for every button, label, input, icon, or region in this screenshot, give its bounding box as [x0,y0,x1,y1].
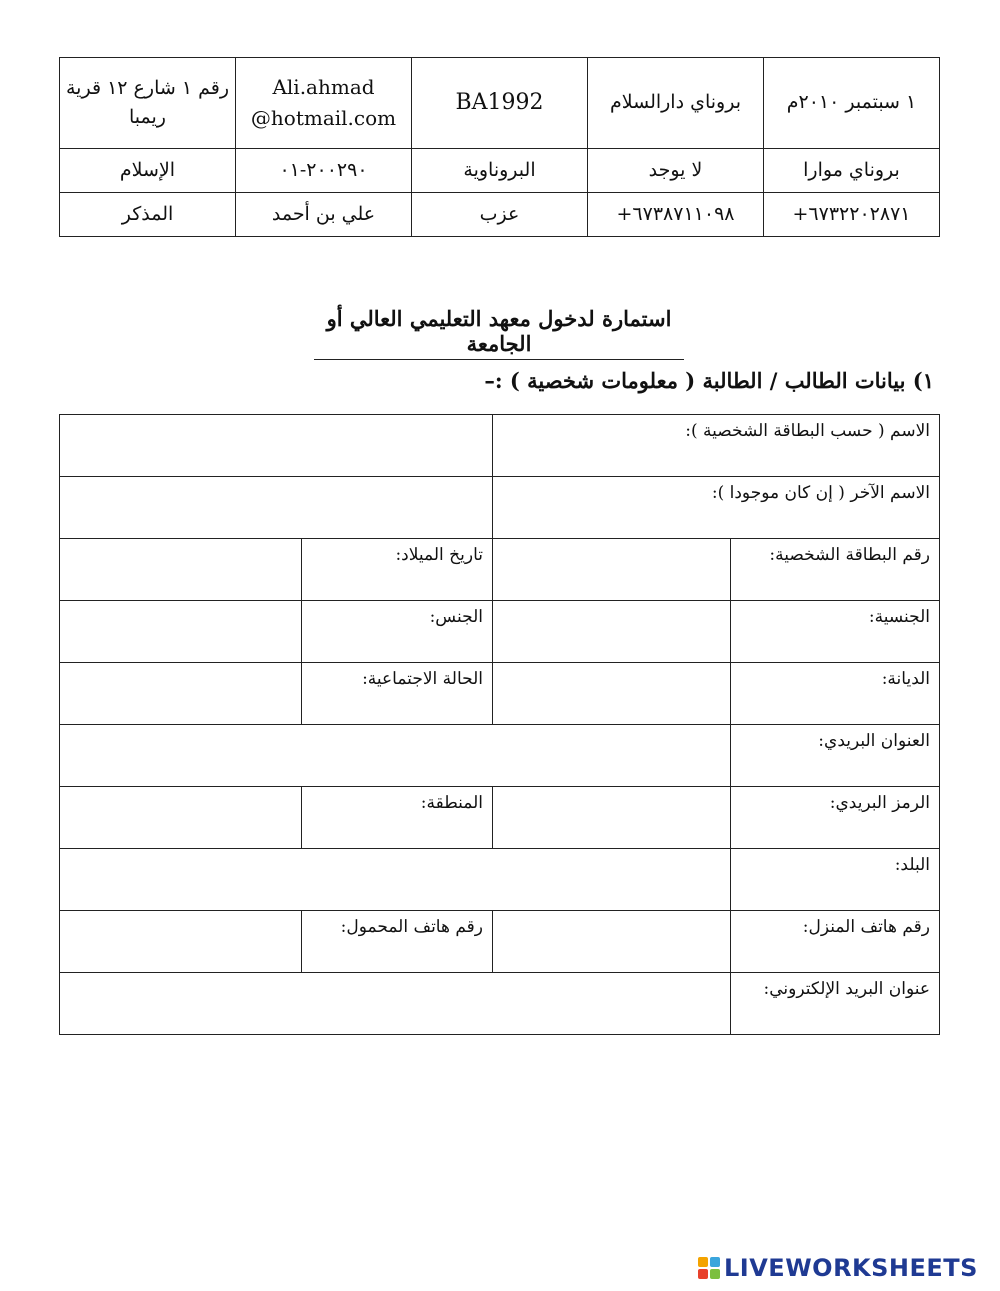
religion-label: الديانة: [731,663,940,725]
form-row-postal-address [60,725,940,787]
postal-address-label: العنوان البريدي: [731,725,940,787]
form-row-email [60,973,940,1035]
form-row-id [60,539,940,601]
id-number-field[interactable] [493,539,731,601]
answer-cell[interactable]: البروناوية [412,149,588,193]
answer-cell[interactable]: ٢٠٠٢٩٠-٠١ [236,149,412,193]
birth-date-label: تاريخ الميلاد: [302,539,493,601]
answer-row [60,149,940,193]
district-label: المنطقة: [302,787,493,849]
birth-date-field[interactable] [60,539,302,601]
mobile-phone-label: رقم هاتف المحمول: [302,911,493,973]
answer-options-table [59,57,940,237]
gender-label: الجنس: [302,601,493,663]
answer-cell[interactable]: Ali.ahmad @hotmail.com [236,58,412,149]
nationality-field[interactable] [493,601,731,663]
answer-cell[interactable]: بروناي دارالسلام [588,58,764,149]
home-phone-label: رقم هاتف المنزل: [731,911,940,973]
country-label: البلد: [731,849,940,911]
answer-cell[interactable]: لا يوجد [588,149,764,193]
logo-square [710,1257,720,1267]
logo-text: LIVEWORKSHEETS [724,1254,978,1282]
answer-cell[interactable]: ١ سبتمبر ٢٠١٠م [764,58,940,149]
answer-cell[interactable]: +٦٧٣٢٢٠٢٨٧١ [764,193,940,237]
marital-status-label: الحالة الاجتماعية: [302,663,493,725]
form-row-phone [60,911,940,973]
home-phone-field[interactable] [493,911,731,973]
postal-code-label: الرمز البريدي: [731,787,940,849]
answer-cell[interactable]: بروناي موارا [764,149,940,193]
answer-row [60,58,940,149]
logo-square [698,1257,708,1267]
other-name-label: الاسم الآخر ( إن كان موجودا ): [493,477,940,539]
name-label: الاسم ( حسب البطاقة الشخصية ): [493,415,940,477]
answer-cell[interactable]: رقم ١ شارع ١٢ قرية ريمبا [60,58,236,149]
answer-cell[interactable]: +٦٧٣٨٧١١٠٩٨ [588,193,764,237]
answer-cell[interactable]: عزب [412,193,588,237]
nationality-label: الجنسية: [731,601,940,663]
postal-address-field[interactable] [60,725,731,787]
logo-square [698,1269,708,1279]
form-row-postal-code [60,787,940,849]
logo-square [710,1269,720,1279]
email-label: عنوان البريد الإلكتروني: [731,973,940,1035]
answer-cell[interactable]: علي بن أحمد [236,193,412,237]
answer-cell[interactable]: BA1992 [412,58,588,149]
name-field[interactable] [60,415,493,477]
student-info-form [59,414,940,1035]
district-field[interactable] [60,787,302,849]
answer-cell[interactable]: الإسلام [60,149,236,193]
form-row-nationality [60,601,940,663]
id-number-label: رقم البطاقة الشخصية: [731,539,940,601]
form-row-country [60,849,940,911]
mobile-phone-field[interactable] [60,911,302,973]
other-name-field[interactable] [60,477,493,539]
gender-field[interactable] [60,601,302,663]
religion-field[interactable] [493,663,731,725]
logo-grid-icon [698,1257,720,1279]
marital-status-field[interactable] [60,663,302,725]
country-field[interactable] [60,849,731,911]
liveworksheets-logo [698,1255,978,1281]
form-title: استمارة لدخول معهد التعليمي العالي أو الجامعة [314,306,684,360]
form-row-name [60,415,940,477]
section-heading: ١) بيانات الطالب / الطالبة ( معلومات شخصية ) :– [484,368,934,393]
form-row-religion [60,663,940,725]
form-row-other-name [60,477,940,539]
answer-cell[interactable]: المذكر [60,193,236,237]
email-field[interactable] [60,973,731,1035]
answer-row [60,193,940,237]
postal-code-field[interactable] [493,787,731,849]
